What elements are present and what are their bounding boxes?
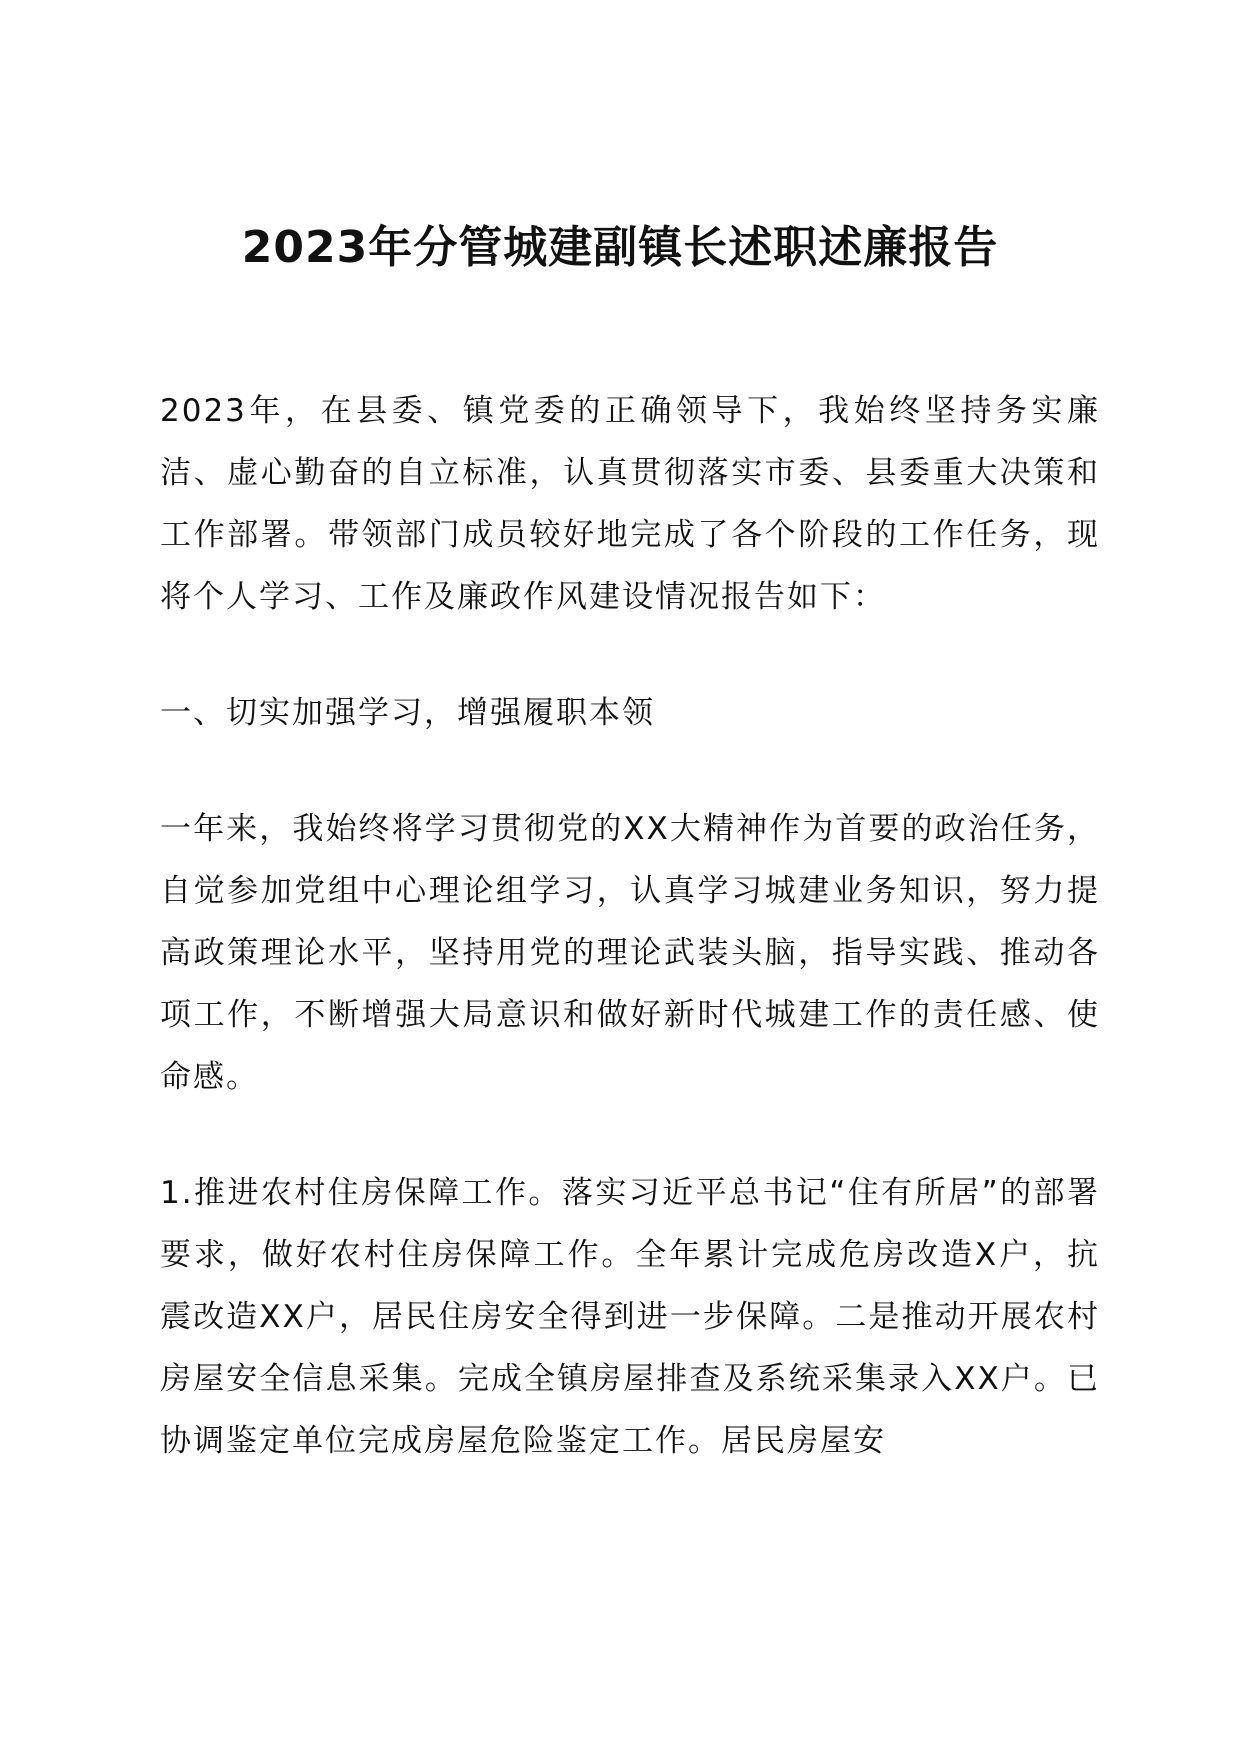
housing-paragraph: 1.推进农村住房保障工作。落实习近平总书记“住有所居”的部署要求，做好农村住房保障工作。全年累计完成危房改造X户，抗震改造XX户，居民住房安全得到进一步保障。二是推动开展农村房屋安全信息采集。完成全镇房屋排查及系统采集录入XX户。已协调鉴定单位完成房屋危险鉴定工作。居民房屋安	[160, 1175, 1100, 1459]
section-heading-1: 一、切实加强学习，增强履职本领	[160, 695, 655, 731]
study-paragraph: 一年来，我始终将学习贯彻党的XX大精神作为首要的政治任务，自觉参加党组中心理论组学习，认真学习城建业务知识，努力提高政策理论水平，坚持用党的理论武装头脑，指导实践、推动各项工作，不断增强大局意识和做好新时代城建工作的责任感、使命感。	[160, 811, 1100, 1095]
document-body	[160, 380, 1100, 1472]
intro-paragraph: 2023年，在县委、镇党委的正确领导下，我始终坚持务实廉洁、虚心勤奋的自立标准，认真贯彻落实市委、县委重大决策和工作部署。带领部门成员较好地完成了各个阶段的工作任务，现将个人学习、工作及廉政作风建设情况报告如下：	[160, 393, 1100, 615]
document-title: 2023年分管城建副镇长述职述廉报告	[241, 222, 999, 273]
